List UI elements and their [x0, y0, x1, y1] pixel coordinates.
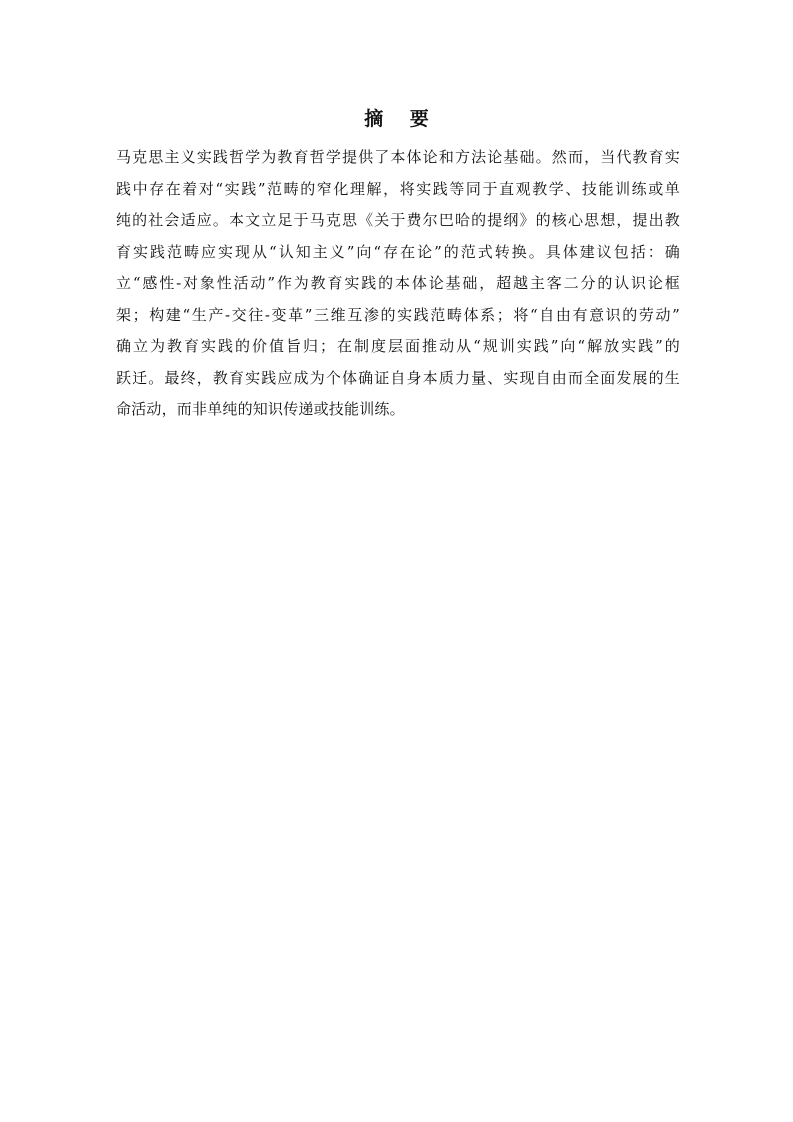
abstract-title: 摘 要: [364, 108, 439, 130]
abstract-line: 育实践范畴应实现从“认知主义”向“存在论”的范式转换。具体建议包括：确: [116, 242, 680, 261]
abstract-line: 马克思主义实践哲学为教育哲学提供了本体论和方法论基础。然而，当代教育实: [116, 148, 680, 166]
abstract-line: 践中存在着对“实践”范畴的窄化理解，将实践等同于直观教学、技能训练或单: [116, 179, 680, 198]
abstract-line: 纯的社会适应。本文立足于马克思《关于费尔巴哈的提纲》的核心思想，提出教: [116, 211, 680, 229]
abstract-line: 命活动，而非单纯的知识传递或技能训练。: [116, 400, 405, 418]
abstract-line: 跃迁。最终，教育实践应成为个体确证自身本质力量、实现自由而全面发展的生: [116, 368, 680, 387]
abstract-line: 立“感性-对象性活动”作为教育实践的本体论基础，超越主客二分的认识论框: [116, 274, 680, 292]
abstract-body: [116, 142, 680, 426]
abstract-line: 确立为教育实践的价值旨归；在制度层面推动从“规训实践”向“解放实践”的: [116, 337, 680, 355]
abstract-line: 架；构建“生产-交往-变革”三维互渗的实践范畴体系；将“自由有意识的劳动”: [116, 305, 680, 324]
